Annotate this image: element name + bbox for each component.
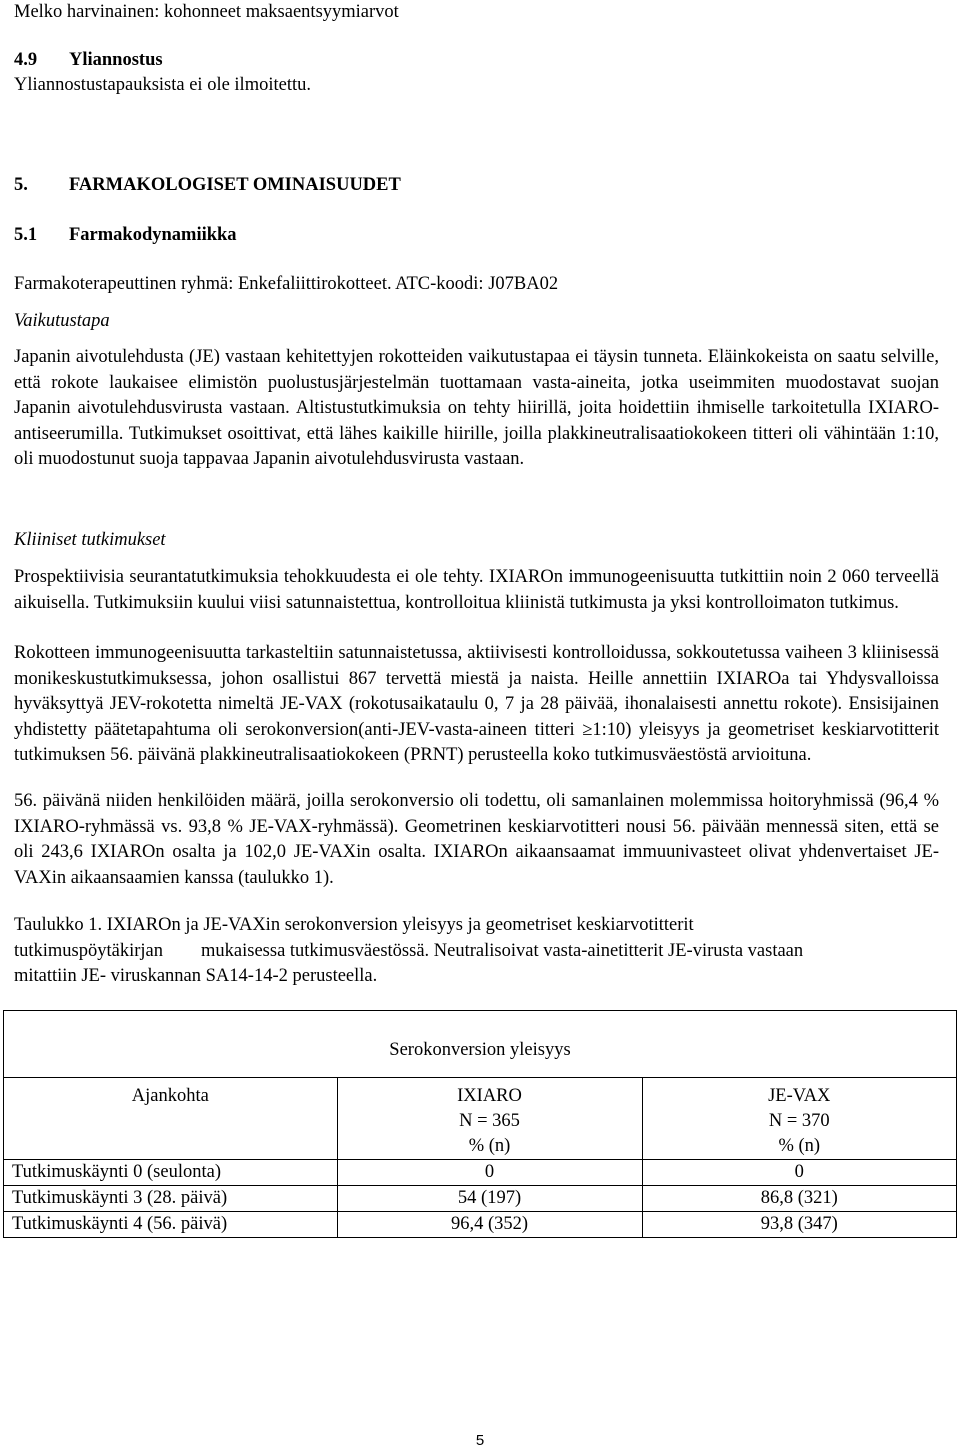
kliiniset-heading: Kliiniset tutkimukset [14,530,166,550]
atc-line: Farmakoterapeuttinen ryhmä: Enkefaliittirokotteet. ATC-koodi: J07BA02 [14,274,559,294]
side-effect-line: Melko harvinainen: kohonneet maksaentsyymiarvot [14,2,399,22]
row-ixiaro-value: 96,4 (352) [337,1212,642,1238]
kliiniset-paragraph-3: 56. päivänä niiden henkilöiden määrä, joilla serokonversio oli todettu, oli samanlainen molemmissa hoitoryhmissä (96,4 % IXIARO-ryhmässä vs. 93,8 % JE-VAX-ryhmässä). Geometrinen keskiarvotitteri nousi 56. päivään mennessä siten, että se oli 243,6 IXIAROn osalta ja 102,0 JE-VAXin osalta. IXIAROn aikaansaamat immuunivasteet olivat yhdenvertaiset JE-VAXin aikaansaamien kanssa (taulukko 1). [14,791,939,888]
table-title: Serokonversion yleisyys [4,1011,957,1078]
row-label: Tutkimuskäynti 0 (seulonta) [4,1160,338,1186]
row-ixiaro-value: 0 [337,1160,642,1186]
section-5-1-heading [14,223,237,249]
section-title: FARMAKOLOGISET OMINAISUUDET [69,175,401,195]
caption-line-1: Taulukko 1. IXIAROn ja JE-VAXin serokonversion yleisyys ja geometriset keskiarvotitterit [14,915,694,935]
caption-line-2b: mukaisessa tutkimusväestössä. Neutralisoivat vasta-ainetitterit JE-virusta vastaan [201,940,804,961]
caption-line-2 [14,939,803,965]
row-label: Tutkimuskäynti 3 (28. päivä) [4,1186,338,1212]
header-jevax: JE-VAX N = 370 % (n) [642,1078,957,1160]
header-ixiaro: IXIARO N = 365 % (n) [337,1078,642,1160]
row-label: Tutkimuskäynti 4 (56. päivä) [4,1212,338,1238]
row-jevax-value: 0 [642,1160,957,1186]
page-number: 5 [475,1432,485,1449]
section-4-9-heading [14,48,163,74]
table-row [4,1212,957,1238]
section-number: 5.1 [14,225,38,245]
overdose-text: Yliannostustapauksista ei ole ilmoitettu. [14,75,311,95]
table-row [4,1186,957,1212]
caption-line-2a: tutkimuspöytäkirjan [14,940,164,961]
row-ixiaro-value: 54 (197) [337,1186,642,1212]
table-title-row [4,1011,957,1078]
section-number: 5. [14,175,28,195]
table-caption [14,913,803,990]
vaikutustapa-paragraph: Japanin aivotulehdusta (JE) vastaan kehitettyjen rokotteiden vaikutustapaa ei täysin tunneta. Eläinkokeista on saatu selville, että rokote laukaisee elimistön puolustusjärjestelmän tuottamaan vasta-aineita, jotka useimmiten muodostavat suojan Japanin aivotulehdusvirusta vastaan. Altistustutkimuksia on tehty hiirillä, joita hoidettiin ihmiselle tarkoitetulla IXIARO-antiseerumilla. Tutkimukset osoittivat, että lähes kaikille hiirille, joilla plakkineutralisaatiokokeen titteri oli vähintään 1:10, oli muodostunut suoja tappavaa Japanin aivotulehdusvirusta vastaan. [14,347,939,469]
vaikutustapa-heading: Vaikutustapa [14,311,110,331]
table-row [4,1160,957,1186]
header-ajankohta: Ajankohta [4,1078,338,1160]
seroconversion-table [3,1010,957,1238]
row-jevax-value: 86,8 (321) [642,1186,957,1212]
kliiniset-paragraph-2: Rokotteen immunogeenisuutta tarkasteltiin satunnaistetussa, aktiivisesti kontrolloidussa, sokkoutetussa vaiheen 3 kliinisessä monikeskustutkimuksessa, johon osallistui 867 tervettä miestä ja naista. Heille annettiin IXIAROa tai Yhdysvalloissa hyväksyttyä JEV-rokotetta nimeltä JE-VAX (rokotusaikataulu 0, 7 ja 28 päivää, ihonalaisesti annettu rokote). Ensisijainen yhdistetty päätetapahtuma oli serokonversion(anti-JEV-vasta-aineen titteri ≥1:10) yleisyys ja geometriset keskiarvotitterit tutkimuksen 56. päivänä plakkineutralisaatiokokeen (PRNT) perusteella koko tutkimusväestöstä arvioituna. [14,643,939,765]
row-jevax-value: 93,8 (347) [642,1212,957,1238]
caption-line-3: mitattiin JE- viruskannan SA14-14-2 perusteella. [14,966,378,986]
table-header-row [4,1078,957,1160]
section-number: 4.9 [14,50,38,70]
kliiniset-paragraph-1: Prospektiivisia seurantatutkimuksia tehokkuudesta ei ole tehty. IXIAROn immunogeenisuutta tutkittiin noin 2 060 terveellä aikuisella. Tutkimuksiin kuului viisi satunnaistettua, kontrolloitua kliinistä tutkimusta ja yksi kontrolloimaton tutkimus. [14,567,939,613]
section-title: Yliannostus [69,50,163,70]
section-title: Farmakodynamiikka [69,225,237,245]
section-5-heading [14,173,401,199]
